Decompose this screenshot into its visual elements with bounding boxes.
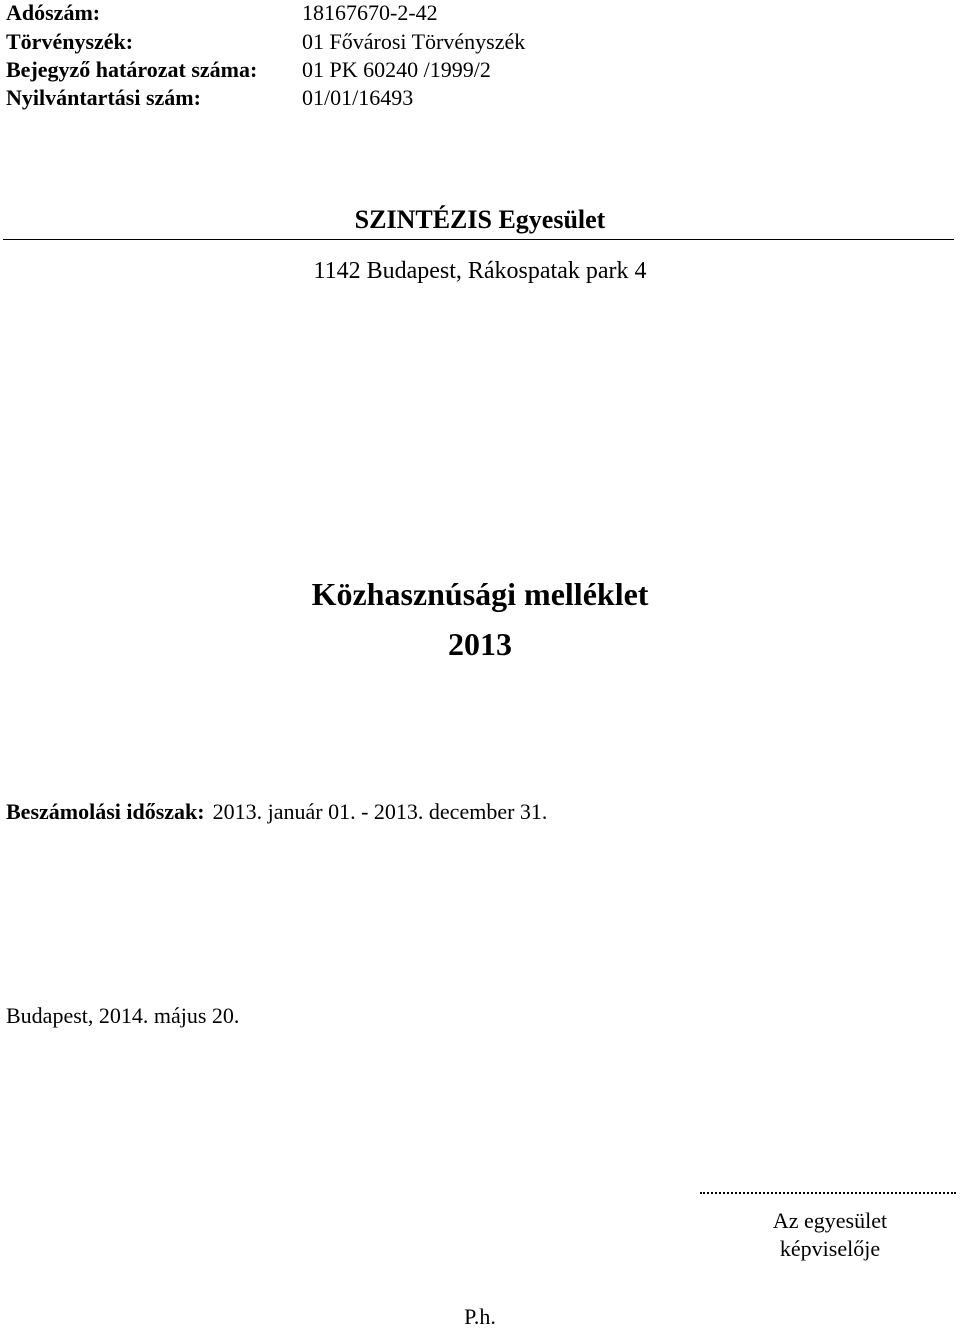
tax-number-value: 18167670-2-42 [302, 0, 438, 25]
signature-line [700, 1192, 956, 1194]
signature-caption-line-2: képviselője [779, 1236, 881, 1261]
registration-decision-label: Bejegyző határozat száma: [6, 57, 258, 82]
reporting-period-label: Beszámolási időszak: [6, 799, 205, 824]
stamp-placeholder: P.h. [464, 1304, 496, 1329]
registration-decision-value: 01 PK 60240 /1999/2 [302, 57, 491, 82]
document-title: Közhasznúsági melléklet [311, 576, 649, 612]
reporting-period-value: 2013. január 01. - 2013. december 31. [212, 799, 548, 824]
reporting-period [6, 798, 547, 826]
document-year: 2013 [448, 626, 512, 662]
signature-caption [700, 1207, 960, 1263]
organization-divider [3, 239, 954, 240]
tax-number-label: Adószám: [6, 0, 101, 25]
organization-address: 1142 Budapest, Rákospatak park 4 [313, 258, 647, 284]
place-and-date: Budapest, 2014. május 20. [6, 1003, 240, 1028]
signature-caption-line-1: Az egyesület [772, 1208, 888, 1233]
registry-number-value: 01/01/16493 [302, 85, 414, 110]
registry-number-label: Nyilvántartási szám: [6, 85, 201, 110]
court-value: 01 Fővárosi Törvényszék [302, 29, 526, 54]
organization-name: SZINTÉZIS Egyesület [354, 205, 606, 234]
court-label: Törvényszék: [6, 29, 134, 54]
